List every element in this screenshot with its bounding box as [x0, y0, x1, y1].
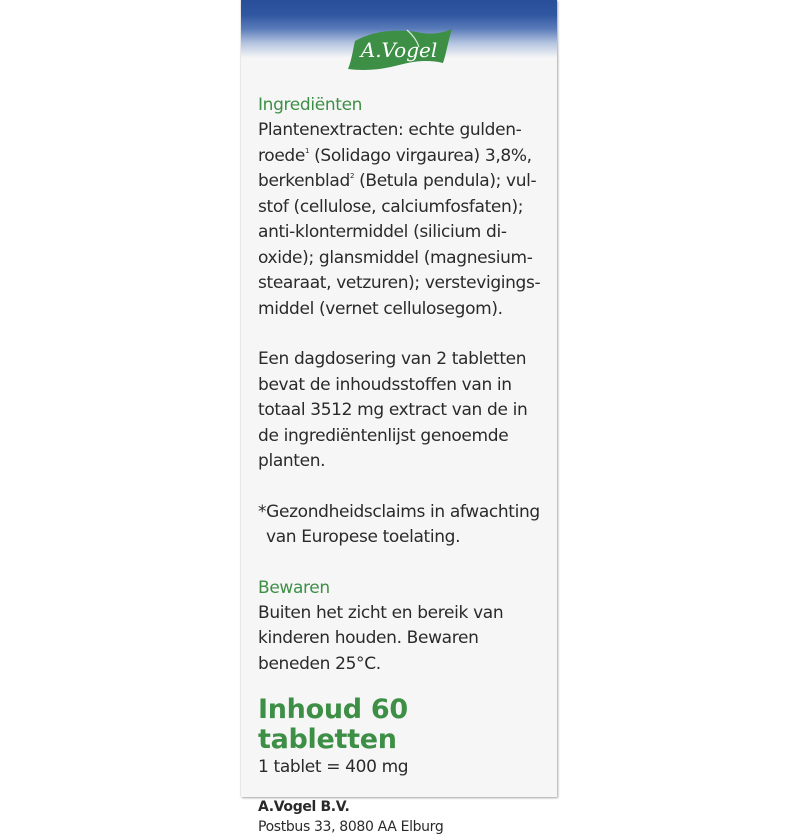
footnote-mark-1: 1 [304, 146, 310, 155]
product-package-panel [241, 0, 557, 835]
leaf-logo-icon [347, 27, 453, 71]
contents-title: Inhoud 60 tabletten [258, 694, 408, 755]
label-content [258, 93, 548, 837]
ingredients-title: Ingrediënten [258, 95, 363, 115]
manufacturer-address: Postbus 33, 8080 AA Elburg [258, 818, 444, 835]
storage-text: Buiten het zicht en bereik van kinderen houden. Bewaren beneden 25°C. [258, 602, 504, 674]
svg-text:A.Vogel: A.Vogel [360, 38, 438, 62]
tablet-weight: 1 tablet = 400 mg [258, 757, 409, 777]
avogel-logo [347, 27, 453, 71]
footnote-mark-2: 2 [349, 172, 355, 180]
ingredients-text: Plantenextracten: echte gulden- roede$^1$ (Solidago virgaurea) 3,8%, berkenblad$^2$ (Betula pendula); vul- stof (cellulose, calciumfosfaten); anti-klontermiddel (silicium di- oxide); glansmiddel (magnesium- stearaat, vetzuren); verstevigings- middel (vernet cellulosegom). [258, 120, 541, 319]
storage-title: Bewaren [258, 577, 330, 598]
manufacturer-name: A.Vogel B.V. [258, 798, 350, 815]
daily-dosage-text: Een dagdosering van 2 tabletten bevat de inhoudsstoffen van in totaal 3512 mg extract van de in de ingrediëntenlijst genoemde planten. [258, 349, 528, 471]
health-claims-note: *Gezondheidsclaims in afwachting van Europese toelating. [258, 501, 540, 547]
